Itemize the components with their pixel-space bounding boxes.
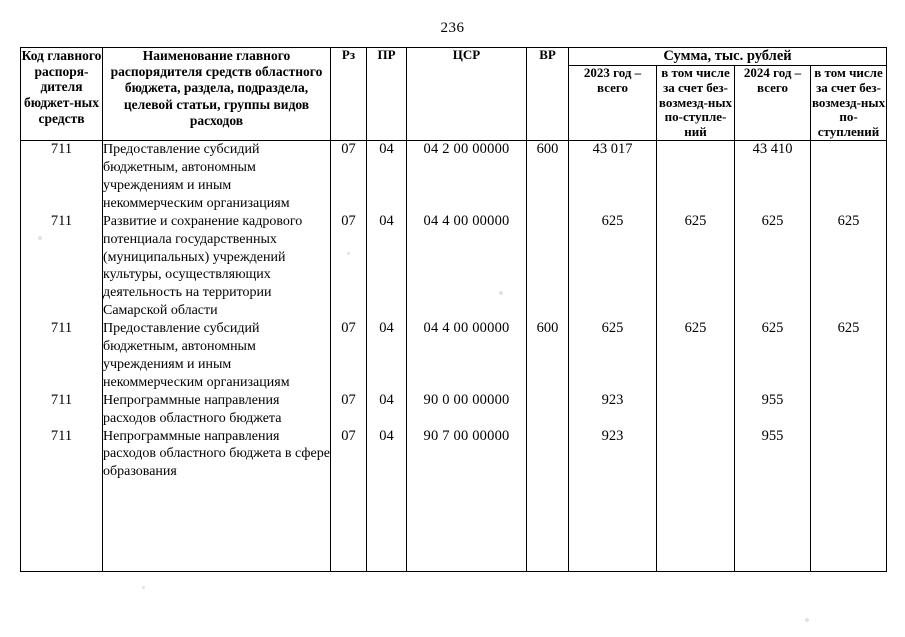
cell-rz: 07	[331, 141, 367, 213]
scan-speck	[38, 236, 42, 240]
cell-vr	[527, 213, 569, 320]
header-csr: ЦСР	[407, 48, 527, 141]
cell-2023-gratuitous: 625	[657, 213, 735, 320]
header-2024-total: 2024 год – всего	[735, 66, 811, 141]
header-2023-total: 2023 год – всего	[569, 66, 657, 141]
table-row	[21, 141, 887, 213]
cell-vr	[527, 428, 569, 482]
cell-2024-gratuitous	[811, 141, 887, 213]
cell-pr: 04	[367, 428, 407, 482]
cell-2024-gratuitous	[811, 392, 887, 428]
cell-empty	[407, 481, 527, 572]
budget-table	[20, 47, 887, 572]
table-row	[21, 320, 887, 392]
cell-rz: 07	[331, 428, 367, 482]
cell-name: Развитие и сохранение кадрового потенциала государственных (муниципальных) учреждений культуры, осуществляющих деятельность на территории Самарской области	[103, 213, 331, 320]
cell-2024-total: 625	[735, 213, 811, 320]
cell-empty	[367, 481, 407, 572]
cell-2023-gratuitous	[657, 392, 735, 428]
cell-csr: 90 7 00 00000	[407, 428, 527, 482]
cell-name: Непрограммные направления расходов областного бюджета в сфере образования	[103, 428, 330, 480]
cell-pr: 04	[367, 320, 407, 392]
cell-empty	[21, 481, 103, 572]
cell-empty	[569, 481, 657, 572]
cell-code: 711	[21, 428, 103, 482]
header-2023-gratuitous: в том числе за счет без-возмезд-ных по-ступле-ний	[657, 66, 735, 141]
cell-vr: 600	[527, 141, 569, 213]
table-header	[21, 48, 887, 141]
cell-empty	[811, 481, 887, 572]
cell-empty	[103, 481, 331, 572]
header-rz: Рз	[331, 48, 367, 141]
cell-name: Предоставление субсидий бюджетным, автономным учреждениям и иным некоммерческим организациям	[103, 141, 331, 213]
cell-rz: 07	[331, 213, 367, 320]
scan-speck	[499, 291, 503, 295]
cell-csr: 04 4 00 00000	[407, 320, 527, 392]
cell-name: Непрограммные направления расходов областного бюджета	[103, 392, 331, 428]
cell-code: 711	[21, 392, 103, 428]
cell-pr: 04	[367, 213, 407, 320]
header-vr: ВР	[527, 48, 569, 141]
cell-2023-total: 923	[569, 392, 657, 428]
cell-rz: 07	[331, 392, 367, 428]
cell-vr: 600	[527, 320, 569, 392]
cell-empty	[657, 481, 735, 572]
cell-2024-total: 955	[735, 392, 811, 428]
cell-pr: 04	[367, 392, 407, 428]
page-number: 236	[440, 20, 465, 36]
cell-2024-gratuitous: 625	[811, 320, 887, 392]
cell-2023-total: 923	[569, 428, 657, 482]
cell-2023-gratuitous	[657, 428, 735, 482]
cell-2024-total: 43 410	[735, 141, 811, 213]
cell-empty	[527, 481, 569, 572]
cell-csr: 04 4 00 00000	[407, 213, 527, 320]
header-name: Наименование главного распорядителя средств областного бюджета, раздела, подраздела, целевой статьи, группы видов расходов	[103, 48, 331, 141]
cell-empty	[735, 481, 811, 572]
scan-speck	[142, 586, 145, 589]
cell-empty	[331, 481, 367, 572]
scan-speck	[347, 252, 350, 255]
cell-code: 711	[21, 213, 103, 320]
table-row	[21, 428, 887, 482]
header-code: Код главного распоря-дителя бюджет-ных средств	[21, 48, 103, 141]
header-2024-gratuitous: в том числе за счет без-возмезд-ных по-ступлений	[811, 65, 886, 140]
cell-2023-gratuitous: 625	[657, 320, 735, 392]
table-empty-space	[21, 481, 887, 572]
cell-2023-gratuitous	[657, 141, 735, 213]
cell-csr: 04 2 00 00000	[407, 141, 527, 213]
cell-2024-gratuitous: 625	[811, 213, 887, 320]
cell-2024-total: 955	[735, 428, 811, 482]
cell-2024-total: 625	[735, 320, 811, 392]
table-body	[21, 141, 887, 572]
cell-rz: 07	[331, 320, 367, 392]
cell-2023-total: 625	[569, 213, 657, 320]
cell-name: Предоставление субсидий бюджетным, автономным учреждениям и иным некоммерческим организациям	[103, 320, 331, 392]
cell-pr: 04	[367, 141, 407, 213]
cell-code: 711	[21, 320, 103, 392]
cell-2023-total: 625	[569, 320, 657, 392]
header-pr: ПР	[367, 48, 407, 141]
scan-speck	[805, 618, 809, 622]
cell-vr	[527, 392, 569, 428]
table-row	[21, 213, 887, 320]
cell-2024-gratuitous	[811, 428, 887, 482]
cell-code: 711	[21, 141, 103, 213]
header-sum-group: Сумма, тыс. рублей	[569, 48, 887, 66]
cell-csr: 90 0 00 00000	[407, 392, 527, 428]
cell-2023-total: 43 017	[569, 141, 657, 213]
table-row	[21, 392, 887, 428]
